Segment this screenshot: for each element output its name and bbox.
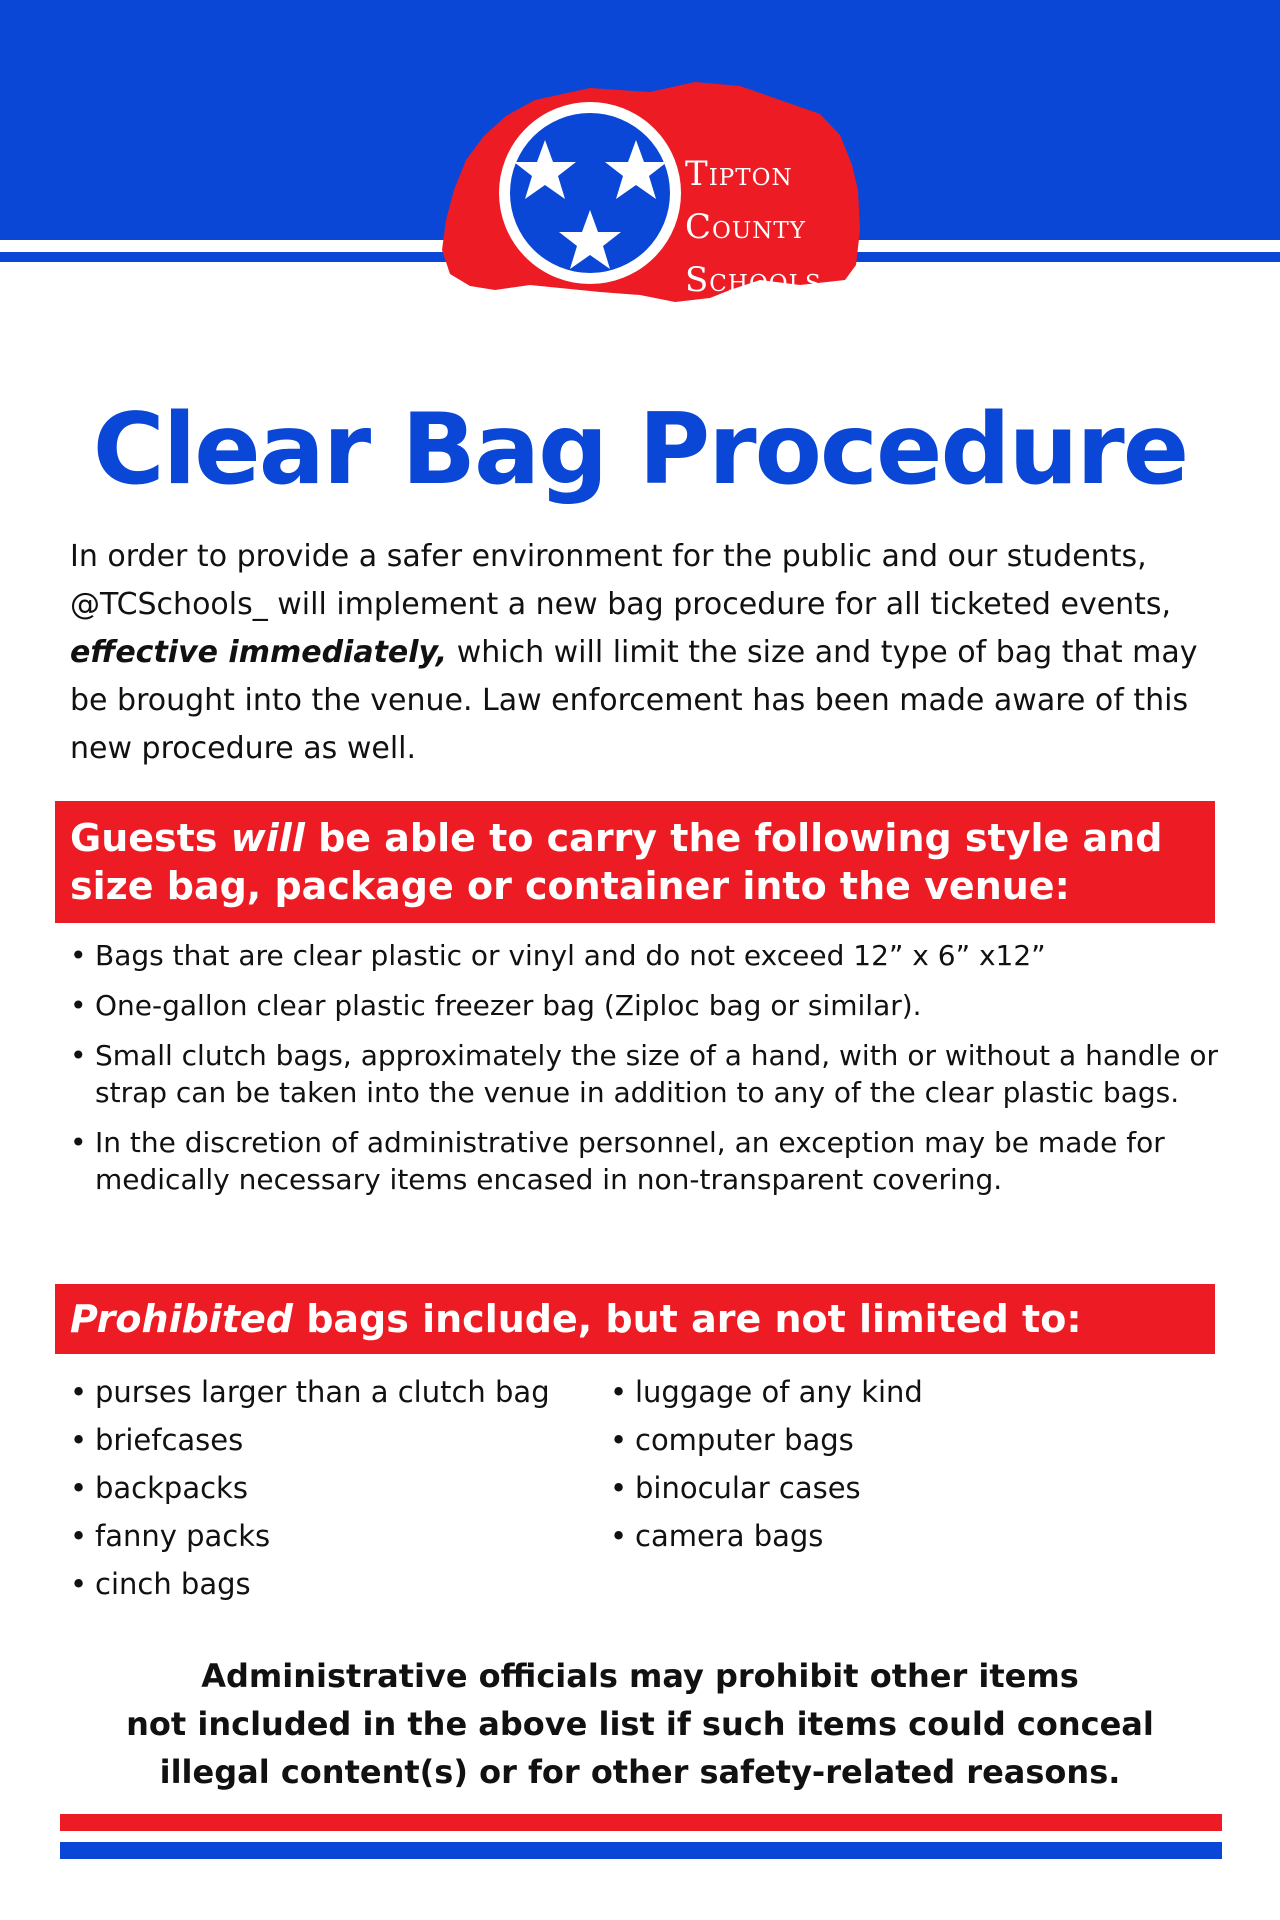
list-item: • purses larger than a clutch bag — [70, 1368, 610, 1416]
list-item: • backpacks — [70, 1464, 610, 1512]
list-item: • briefcases — [70, 1416, 610, 1464]
list-item: • luggage of any kind — [610, 1368, 1170, 1416]
list-item: • computer bags — [610, 1416, 1170, 1464]
intro-text: In order to provide a safer environment for the public and our students, @TCSchools_ will implement a new bag procedure for all ticketed events, — [70, 539, 1172, 622]
allowed-list — [70, 937, 1230, 1211]
page-title: Clear Bag Procedure — [92, 393, 1188, 507]
prohibited-header-emphasis: Prohibited — [70, 1297, 293, 1341]
allowed-header — [55, 801, 1215, 923]
school-name-line: COUNTY — [685, 207, 806, 247]
list-item: • In the discretion of administrative personnel, an exception may be made for medically necessary items encased in non-transparent covering. — [70, 1124, 1230, 1198]
footer-note-line: illegal content(s) or for other safety-related reasons. — [159, 1753, 1121, 1791]
prohibited-header-text: bags include, but are not limited to: — [292, 1297, 1082, 1341]
intro-emphasis: effective immediately, — [70, 635, 448, 670]
footer-note-line: not included in the above list if such items could conceal — [126, 1705, 1154, 1743]
intro-text: which will limit the size and type of bag that may be brought into the venue. Law enforcement has been made aware of this new procedure as well. — [70, 635, 1198, 766]
list-item: • Bags that are clear plastic or vinyl and do not exceed 12” x 6” x12” — [70, 937, 1230, 974]
prohibited-list-left — [70, 1368, 610, 1608]
prohibited-list-right — [610, 1368, 1170, 1560]
footer-note-line: Administrative officials may prohibit other items — [201, 1657, 1079, 1695]
list-item: • Small clutch bags, approximately the size of a hand, with or without a handle or strap can be taken into the venue in addition to any of the clear plastic bags. — [70, 1037, 1230, 1111]
list-item: • fanny packs — [70, 1512, 610, 1560]
school-name — [685, 150, 860, 309]
tennessee-tri-star-icon — [498, 101, 682, 285]
school-name-line: SCHOOLS — [685, 260, 822, 300]
allowed-header-text: be able to carry the following style and size bag, package or container into the venue: — [70, 816, 1163, 908]
footer-stripe-blue — [60, 1842, 1222, 1859]
prohibited-header — [55, 1284, 1215, 1354]
intro-paragraph — [70, 533, 1230, 773]
footer-stripe-red — [60, 1814, 1222, 1831]
list-item: • camera bags — [610, 1512, 1170, 1560]
list-item: • One-gallon clear plastic freezer bag (Ziploc bag or similar). — [70, 987, 1230, 1024]
school-logo — [440, 80, 870, 330]
allowed-header-text: Guests — [70, 816, 231, 860]
school-name-line: TIPTON — [685, 154, 793, 194]
allowed-header-emphasis: will — [230, 816, 305, 860]
list-item: • cinch bags — [70, 1560, 610, 1608]
footer-note — [0, 1652, 1280, 1796]
list-item: • binocular cases — [610, 1464, 1170, 1512]
